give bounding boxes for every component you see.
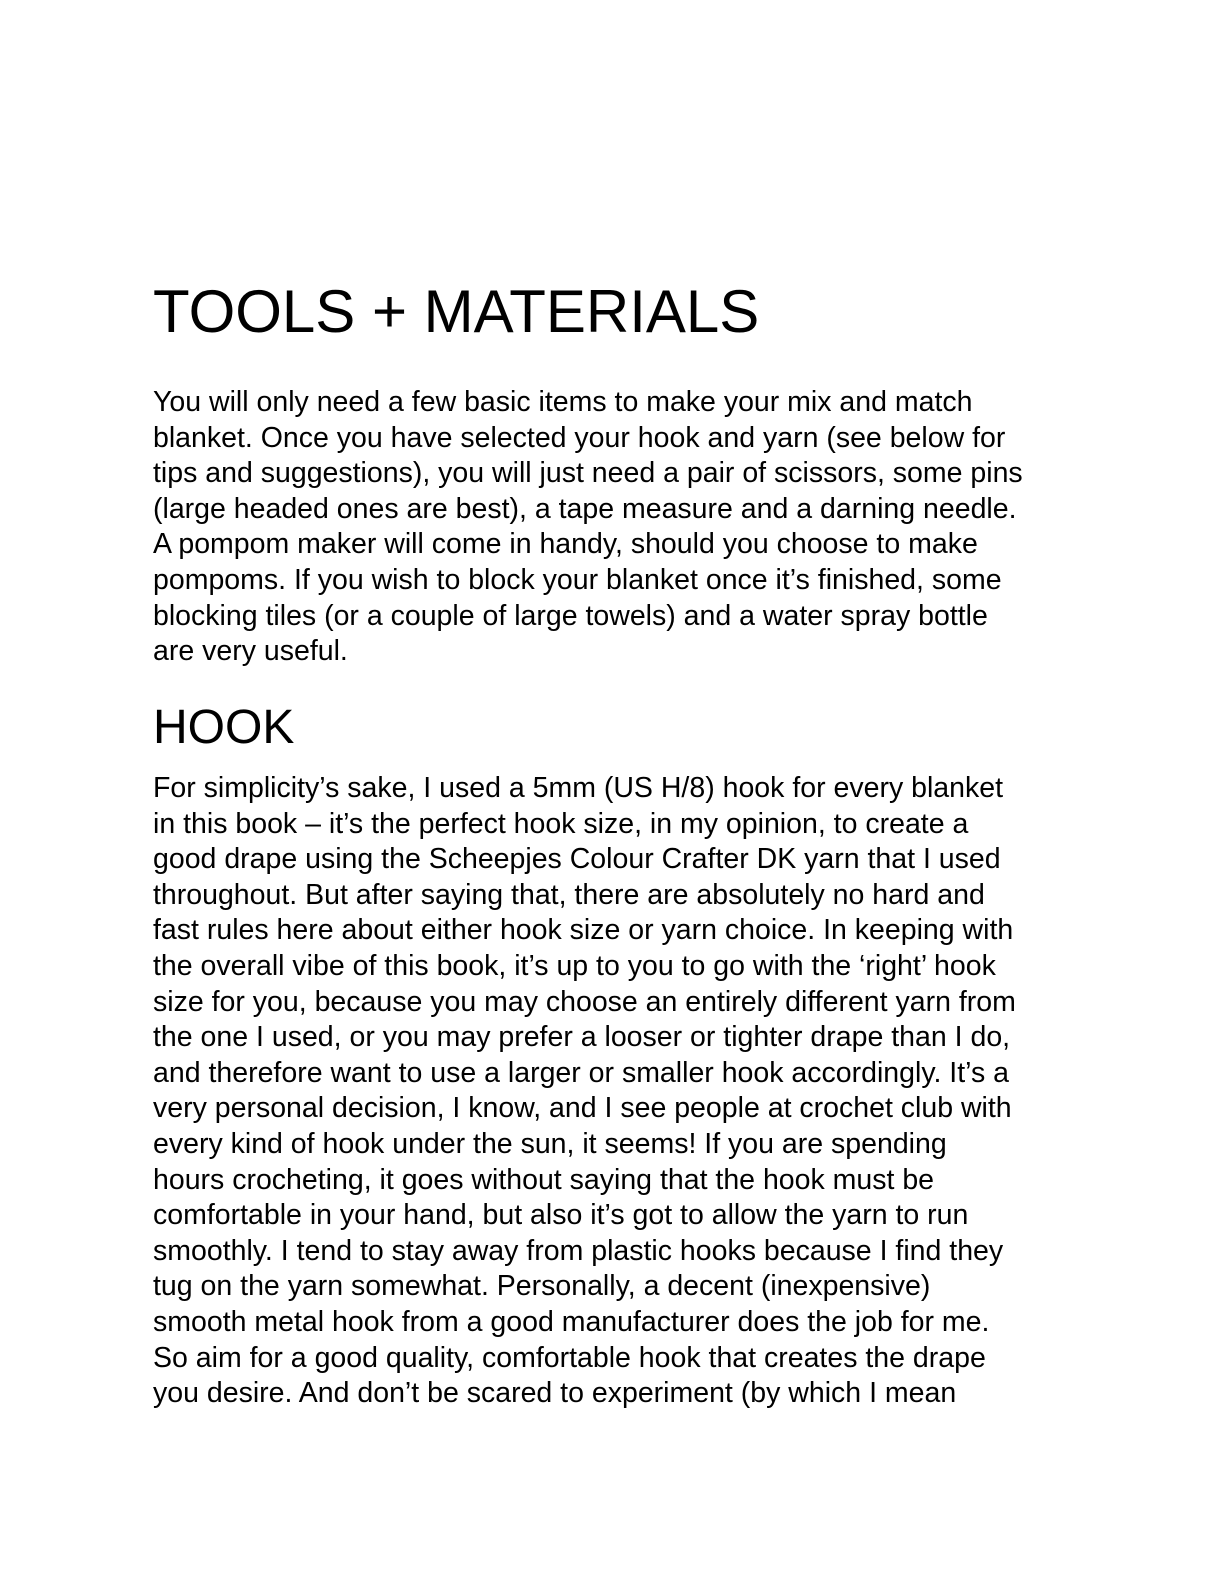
hook-paragraph bbox=[153, 771, 1016, 1412]
hook-line: the overall vibe of this book, it’s up to you to go with the ‘right’ hook bbox=[153, 949, 996, 982]
hook-line: the one I used, or you may prefer a looser or tighter drape than I do, bbox=[153, 1021, 1011, 1054]
hook-line: and therefore want to use a larger or smaller hook accordingly. It’s a bbox=[153, 1056, 1009, 1089]
intro-line: are very useful. bbox=[153, 635, 348, 668]
hook-line: smoothly. I tend to stay away from plastic hooks because I find they bbox=[153, 1234, 1004, 1267]
hook-line: smooth metal hook from a good manufacturer does the job for me. bbox=[153, 1305, 990, 1338]
intro-line: tips and suggestions), you will just need a pair of scissors, some pins bbox=[153, 457, 1023, 490]
intro-line: A pompom maker will come in handy, should you choose to make bbox=[153, 528, 978, 561]
hook-line: comfortable in your hand, but also it’s got to allow the yarn to run bbox=[153, 1199, 969, 1232]
hook-line: very personal decision, I know, and I see people at crochet club with bbox=[153, 1092, 1012, 1125]
intro-paragraph bbox=[153, 385, 1023, 670]
hook-line: throughout. But after saying that, there are absolutely no hard and bbox=[153, 878, 985, 911]
document-page bbox=[153, 0, 1073, 1584]
hook-line: you desire. And don’t be scared to experiment (by which I mean bbox=[153, 1377, 957, 1410]
hook-line: every kind of hook under the sun, it seems! If you are spending bbox=[153, 1127, 947, 1160]
hook-line: hours crocheting, it goes without saying that the hook must be bbox=[153, 1163, 935, 1196]
intro-line: blocking tiles (or a couple of large towels) and a water spray bottle bbox=[153, 599, 988, 632]
intro-line: pompoms. If you wish to block your blanket once it’s finished, some bbox=[153, 563, 1002, 596]
hook-line: in this book – it’s the perfect hook size, in my opinion, to create a bbox=[153, 807, 969, 840]
hook-line: For simplicity’s sake, I used a 5mm (US H/8) hook for every blanket bbox=[153, 772, 1004, 804]
hook-line: So aim for a good quality, comfortable hook that creates the drape bbox=[153, 1341, 986, 1374]
intro-line: blanket. Once you have selected your hook and yarn (see below for bbox=[153, 421, 1006, 454]
page-title: TOOLS + MATERIALS bbox=[153, 278, 760, 345]
intro-line: You will only need a few basic items to make your mix and match bbox=[153, 386, 973, 418]
intro-line: (large headed ones are best), a tape measure and a darning needle. bbox=[153, 492, 1017, 525]
hook-heading: HOOK bbox=[153, 701, 295, 754]
hook-line: size for you, because you may choose an entirely different yarn from bbox=[153, 985, 1016, 1018]
hook-line: fast rules here about either hook size or yarn choice. In keeping with bbox=[153, 914, 1014, 947]
hook-line: tug on the yarn somewhat. Personally, a decent (inexpensive) bbox=[153, 1270, 931, 1303]
hook-line: good drape using the Scheepjes Colour Crafter DK yarn that I used bbox=[153, 843, 1001, 876]
